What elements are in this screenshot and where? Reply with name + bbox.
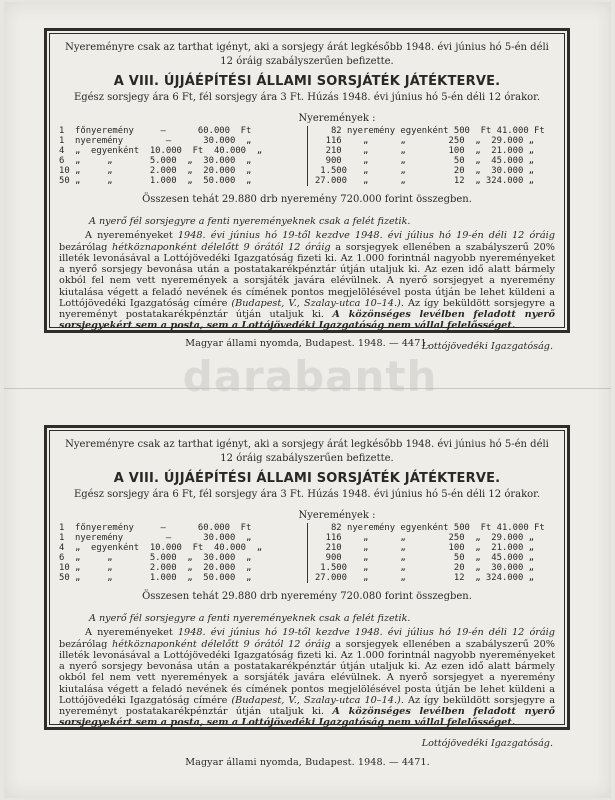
prizes-heading: Nyeremények : bbox=[298, 113, 376, 125]
prize-column-left: 1 főnyeremény — 60.000 Ft 1 nyeremény — 30.000 „ 4 „ egyenként 10.000 Ft 40.000 „ 6 „ „ 5.000 „ 30.000 „ 10 „ „ 2.000 „ 20.000 „ 50 „ „ 1.000 „ 50.000 „ bbox=[59, 522, 263, 584]
prize-column-right: 82 nyeremény egyenként 500 Ft 41.000 Ft 116 „ „ 250 „ 29.000 „ 210 „ „ 100 „ 21.000 „ 900 „ „ 50 „ 45.000 „ 1.500 „ „ 20 „ 30.000 „ 27.000 „ „ 12 „ 324.000 „ bbox=[307, 126, 555, 186]
text-run: A nyereményeket bbox=[85, 230, 178, 242]
prize-total: Összesen tehát 29.880 drb nyeremény 720.080 forint összegben. bbox=[142, 591, 472, 603]
text-run: a sorsjegyek ellenében a szabályszerű 20% illeték levonásával a Lottójövedéki Igazgatóság fizeti ki. Az 1.000 forintnál nagyobb nyereményeket a nyerő sorsjegy bevonása után a postatakarékpénztár útján utaljuk ki. Az ezen idő alatt bármely okból fel nem vett nyeremények a sorsjáték javára elévülnek. A nyerő sorsjegyet a nyeremény kiutalása végett a feladó nevének és címének pontos megjelölésével posta útján be lehet küldeni a Lottójövedéki Igazgatóság címére bbox=[59, 638, 555, 706]
text-run: Az így beküldött sorsjegyre a nyereményt postatakarékpénztár útján utaljuk ki. bbox=[59, 694, 555, 718]
plan-title: A VIII. ÚJJÁÉPÍTÉSI ÁLLAMI SORSJÁTÉK JÁTÉKTERVE. bbox=[113, 74, 501, 89]
lottery-plan-bottom bbox=[44, 425, 570, 749]
prize-table bbox=[59, 523, 555, 583]
text-run: bezárólag bbox=[59, 638, 113, 650]
prize-column-right: 82 nyeremény egyenként 500 Ft 41.000 Ft 116 „ „ 250 „ 29.000 „ 210 „ „ 100 „ 21.000 „ 900 „ „ 50 „ 45.000 „ 1.500 „ „ 20 „ 30.000 „ 27.000 „ „ 12 „ 324.000 „ bbox=[307, 523, 555, 583]
text-run-italic: 1948. évi június hó 19-től kezdve 1948. évi július hó 19-én déli 12 óráig bbox=[177, 230, 555, 242]
text-run-bold-italic: A közönséges levélben feladott nyerő sorsjegyekért sem a posta, sem a Lottójövedéki Igazgatóság nem vállal felelősséget. bbox=[59, 309, 555, 332]
half-ticket-note: A nyerő fél sorsjegyre a fenti nyereményeknek csak a felét fizetik. bbox=[89, 216, 411, 228]
text-run: a sorsjegyek ellenében a szabályszerű 20% illeték levonásával a Lottójövedéki Igazgatóság fizeti ki. Az 1.000 forintnál nagyobb nyereményeket a nyerő sorsjegy bevonása után a postatakarékpénztár útján utaljuk ki. Az ezen idő alatt bármely okból fel nem vett nyeremények a sorsjáték javára elévülnek. A nyerő sorsjegyet a nyeremény kiutalása végett a feladó nevének és címének pontos megjelölésével posta útján be lehet küldeni a Lottójövedéki Igazgatóság címére bbox=[59, 241, 555, 309]
signature: Lottójövedéki Igazgatóság. bbox=[421, 340, 553, 352]
payout-instructions bbox=[59, 627, 555, 728]
prize-table bbox=[59, 126, 555, 186]
payout-instructions bbox=[59, 230, 555, 331]
eligibility-notice: Nyereményre csak az tarthat igényt, aki a sorsjegy árát legkésőbb 1948. évi június hó 5-én déli 12 óráig szabályszerűen befizette. bbox=[65, 439, 549, 464]
half-ticket-note: A nyerő fél sorsjegyre a fenti nyereményeknek csak a felét fizetik. bbox=[89, 613, 411, 625]
printer-imprint: Magyar állami nyomda, Budapest. 1948. — 4471. bbox=[185, 757, 430, 768]
text-run: A nyereményeket bbox=[85, 627, 178, 639]
text-run-italic: (Budapest, V., Szalay-utca 10–14.). bbox=[231, 297, 404, 309]
text-run-bold-italic: A közönséges levélben feladott nyerő sorsjegyekért sem a posta, sem a Lottójövedéki Igazgatóság nem vállal felelősséget. bbox=[59, 706, 555, 729]
prize-total: Összesen tehát 29.880 drb nyeremény 720.000 forint összegben. bbox=[142, 194, 472, 206]
text-run-italic: hétköznaponként délelőtt 9 órától 12 óráig bbox=[112, 241, 331, 253]
text-run: Az így beküldött sorsjegyre a nyereményt postatakarékpénztár útján utaljuk ki. bbox=[59, 297, 555, 321]
prize-column-left: 1 főnyeremény — 60.000 Ft 1 nyeremény — 30.000 „ 4 „ egyenként 10.000 Ft 40.000 „ 6 „ „ 5.000 „ 30.000 „ 10 „ „ 2.000 „ 20.000 „ 50 „ „ 1.000 „ 50.000 „ bbox=[59, 125, 263, 187]
text-run-italic: (Budapest, V., Szalay-utca 10–14.). bbox=[231, 694, 404, 706]
signature: Lottójövedéki Igazgatóság. bbox=[421, 737, 553, 749]
text-run: bezárólag bbox=[59, 241, 113, 253]
printer-imprint: Magyar állami nyomda, Budapest. 1948. — 4471. bbox=[185, 338, 430, 349]
eligibility-notice: Nyereményre csak az tarthat igényt, aki a sorsjegy árát legkésőbb 1948. évi június hó 5-én déli 12 óráig szabályszerűen befizette. bbox=[65, 42, 549, 67]
plan-title: A VIII. ÚJJÁÉPÍTÉSI ÁLLAMI SORSJÁTÉK JÁTÉKTERVE. bbox=[113, 471, 501, 486]
text-run-italic: 1948. évi június hó 19-től kezdve 1948. évi július hó 19-én déli 12 óráig bbox=[177, 627, 555, 639]
ticket-price-line: Egész sorsjegy ára 6 Ft, fél sorsjegy ára 3 Ft. Húzás 1948. évi június hó 5-én déli 12 órakor. bbox=[73, 92, 541, 104]
text-run-italic: hétköznaponként délelőtt 9 órától 12 óráig bbox=[112, 638, 331, 650]
ticket-price-line: Egész sorsjegy ára 6 Ft, fél sorsjegy ára 3 Ft. Húzás 1948. évi június hó 5-én déli 12 órakor. bbox=[73, 489, 541, 501]
prizes-heading: Nyeremények : bbox=[298, 510, 376, 522]
watermark-logo: darabanth bbox=[182, 352, 438, 401]
